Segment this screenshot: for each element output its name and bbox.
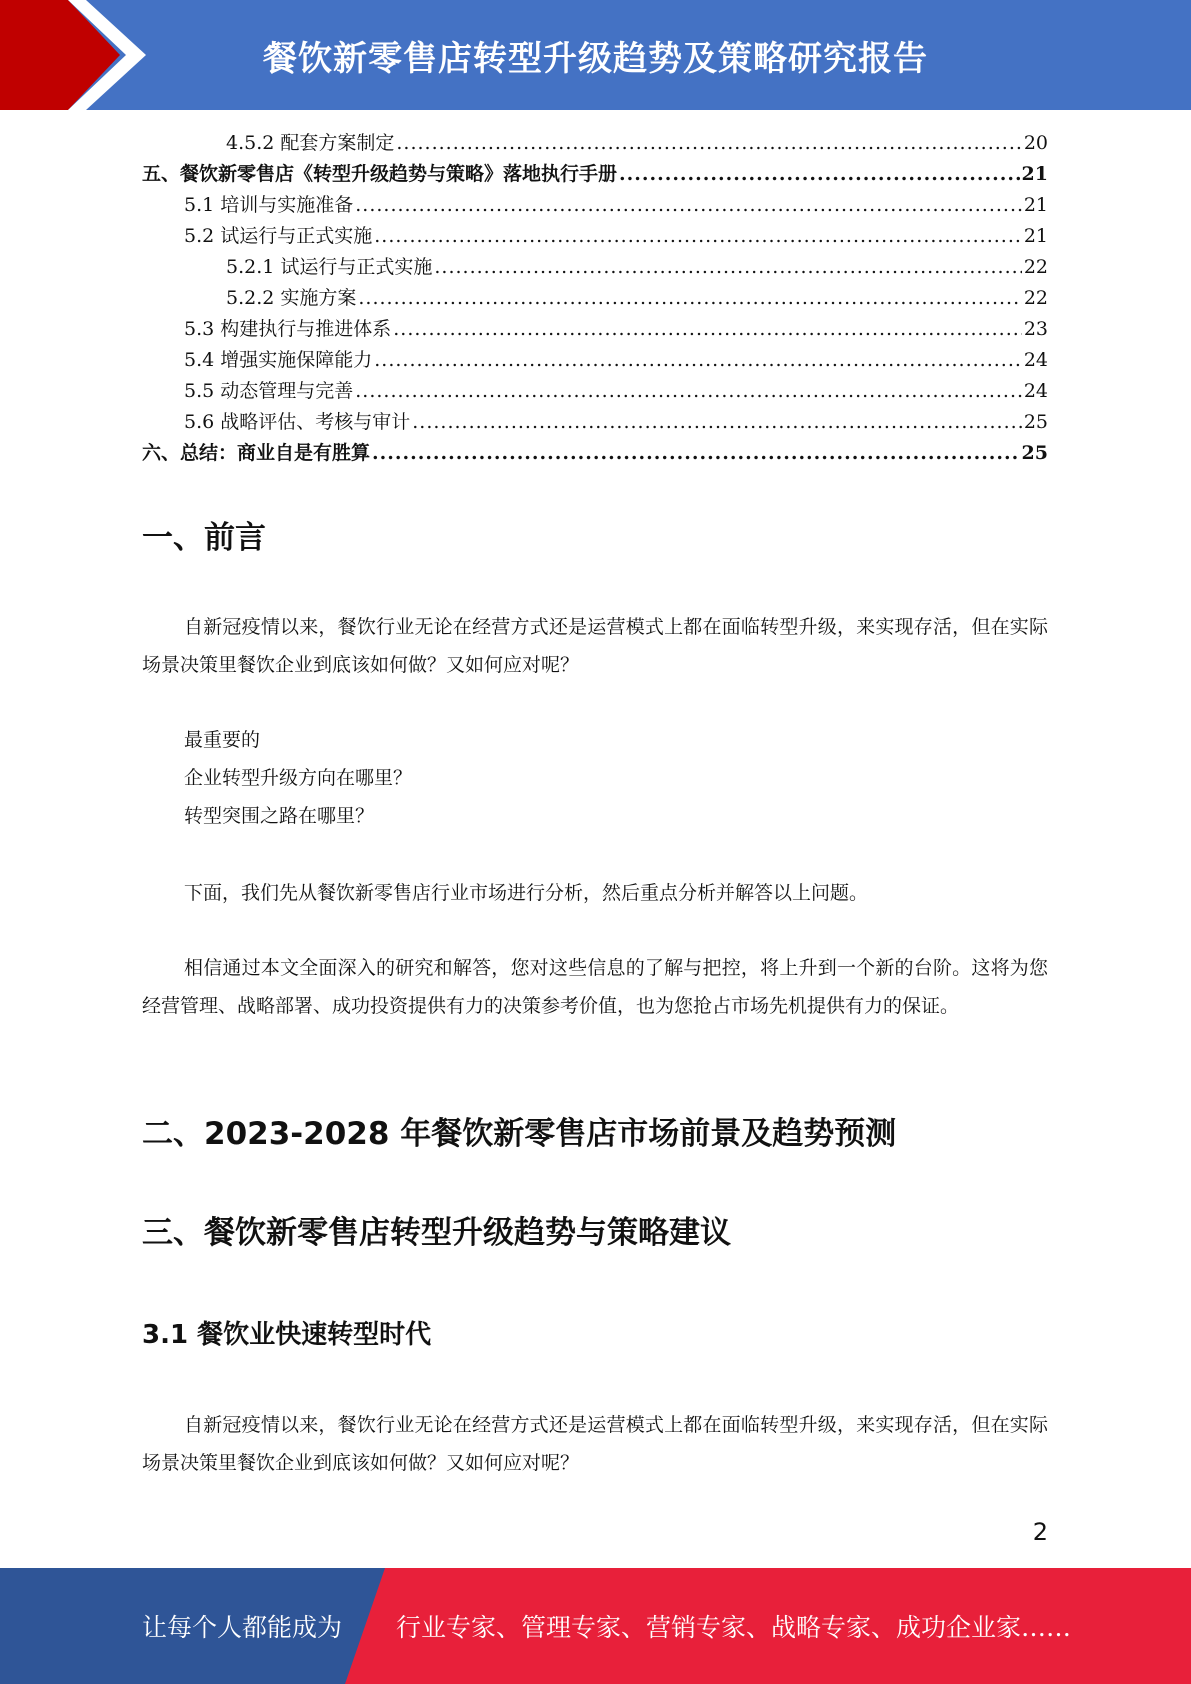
header-arrow-decoration — [0, 0, 160, 110]
toc-entry-page: 21 — [1023, 225, 1048, 247]
paragraph-analysis: 下面，我们先从餐饮新零售店行业市场进行分析，然后重点分析并解答以上问题。 — [184, 882, 869, 904]
toc-entry-title: 5.5 动态管理与完善 — [184, 380, 354, 402]
toc-entry-title: 六、总结：商业自是有胜算 — [142, 442, 371, 464]
toc-entry-title: 5.2.2 实施方案 — [226, 287, 357, 309]
heading-section-3: 三、餐饮新零售店转型升级趋势与策略建议 — [142, 1215, 731, 1251]
toc-leader-dots — [355, 190, 1022, 221]
heading-section-2: 二、2023-2028 年餐饮新零售店市场前景及趋势预测 — [142, 1116, 897, 1152]
report-title: 餐饮新零售店转型升级趋势及策略研究报告 — [263, 38, 928, 79]
toc-entry[interactable] — [142, 376, 1048, 407]
toc-leader-dots — [412, 407, 1022, 438]
toc-entry[interactable] — [142, 345, 1048, 376]
toc-leader-dots — [355, 376, 1022, 407]
footer-slogan-right: 行业专家、管理专家、营销专家、战略专家、成功企业家…… — [396, 1613, 1072, 1642]
toc-leader-dots — [393, 314, 1022, 345]
toc-entry-title: 五、餐饮新零售店《转型升级趋势与策略》落地执行手册 — [142, 163, 618, 185]
toc-entry-title: 5.1 培训与实施准备 — [184, 194, 354, 216]
page-footer — [0, 1568, 1191, 1684]
toc-entry-title: 5.4 增强实施保障能力 — [184, 349, 373, 371]
toc-entry-page: 25 — [1021, 442, 1048, 464]
toc-entry-page: 23 — [1023, 318, 1048, 340]
toc-entry[interactable] — [142, 252, 1048, 283]
toc-entry[interactable] — [142, 159, 1048, 190]
toc-entry[interactable] — [142, 438, 1048, 469]
toc-entry[interactable] — [142, 221, 1048, 252]
toc-entry-title: 5.3 构建执行与推进体系 — [184, 318, 392, 340]
paragraph-section-3-1: 自新冠疫情以来，餐饮行业无论在经营方式还是运营模式上都在面临转型升级，来实现存活，但在实际场景决策里餐饮企业到底该如何做？又如何应对呢？ — [142, 1414, 1048, 1474]
toc-entry-page: 25 — [1023, 411, 1048, 433]
toc-entry-page: 21 — [1023, 194, 1048, 216]
toc-entry-page: 24 — [1023, 349, 1048, 371]
toc-entry[interactable] — [142, 314, 1048, 345]
toc-entry-title: 4.5.2 配套方案制定 — [226, 132, 395, 154]
toc-entry[interactable] — [142, 283, 1048, 314]
toc-leader-dots — [434, 252, 1021, 283]
toc-entry-page: 21 — [1021, 163, 1048, 185]
toc-entry-page: 20 — [1023, 132, 1048, 154]
paragraph-value: 相信通过本文全面深入的研究和解答，您对这些信息的了解与把控，将上升到一个新的台阶。这将为您经营管理、战略部署、成功投资提供有力的决策参考价值，也为您抢占市场先机提供有力的保证。 — [142, 957, 1048, 1017]
question-line-1: 最重要的 — [184, 729, 261, 751]
toc-entry-title: 5.2 试运行与正式实施 — [184, 225, 373, 247]
heading-preface: 一、前言 — [142, 520, 266, 556]
toc-entry-title: 5.6 战略评估、考核与审计 — [184, 411, 411, 433]
question-line-3: 转型突围之路在哪里？ — [184, 805, 375, 827]
toc-leader-dots — [619, 159, 1020, 190]
toc-leader-dots — [372, 438, 1020, 469]
question-line-2: 企业转型升级方向在哪里？ — [184, 767, 413, 789]
toc-entry[interactable] — [142, 190, 1048, 221]
toc-entry-page: 24 — [1023, 380, 1048, 402]
paragraph-intro: 自新冠疫情以来，餐饮行业无论在经营方式还是运营模式上都在面临转型升级，来实现存活，但在实际场景决策里餐饮企业到底该如何做？又如何应对呢？ — [142, 616, 1048, 676]
toc-entry[interactable] — [142, 128, 1048, 159]
toc-entry-page: 22 — [1023, 287, 1048, 309]
table-of-contents — [142, 128, 1048, 469]
toc-leader-dots — [374, 221, 1022, 252]
toc-entry[interactable] — [142, 407, 1048, 438]
footer-slogan-left: 让每个人都能成为 — [142, 1613, 343, 1642]
toc-leader-dots — [374, 345, 1022, 376]
toc-leader-dots — [358, 283, 1021, 314]
toc-entry-page: 22 — [1023, 256, 1048, 278]
heading-section-3-1: 3.1 餐饮业快速转型时代 — [142, 1320, 432, 1350]
page-number: 2 — [1032, 1518, 1048, 1546]
page-header — [0, 0, 1191, 110]
toc-leader-dots — [396, 128, 1021, 159]
toc-entry-title: 5.2.1 试运行与正式实施 — [226, 256, 433, 278]
